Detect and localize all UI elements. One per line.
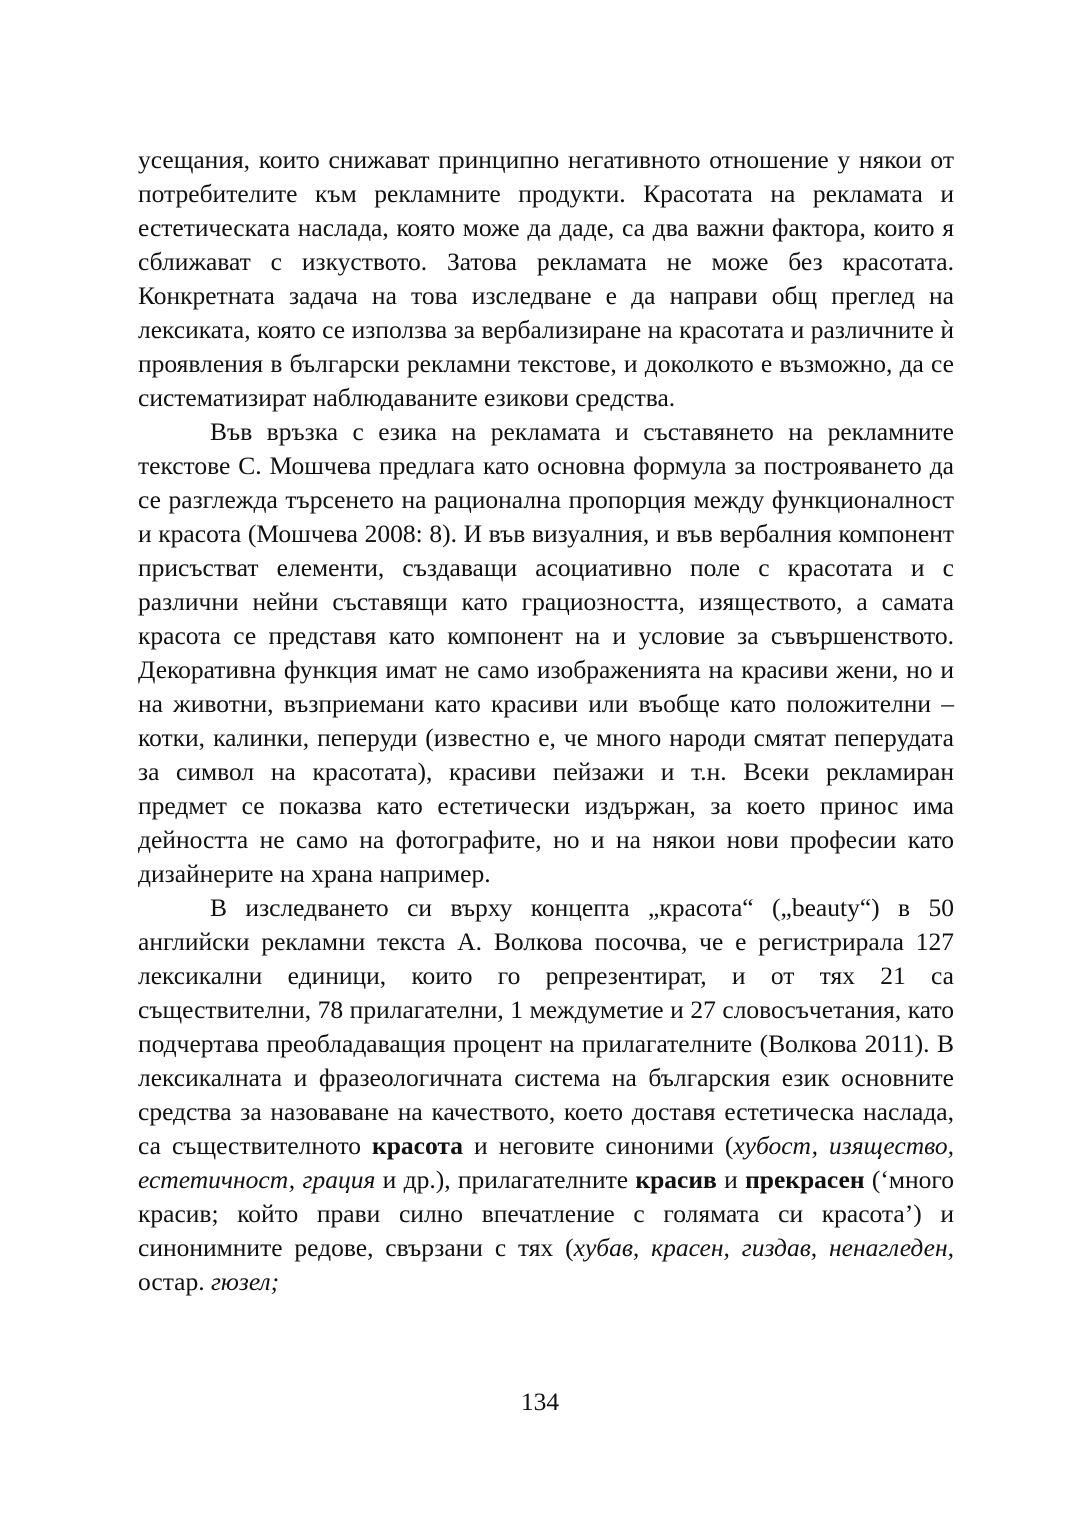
p3-text-2: и неговите синоними (	[474, 1131, 734, 1160]
synonyms-list-2: хубав, красен, гиздав, ненагледен,	[573, 1233, 954, 1262]
body-text	[138, 143, 954, 1299]
synonym-gyuzel: гюзел;	[210, 1267, 280, 1296]
paragraph-2: Във връзка с езика на рекламата и съставянето на рекламните текстове С. Мошчева предлага като основна формула за построяването да се разглежда търсенето на рационална пропорция между функционалност и красота (Мошчева 2008: 8). И във визуалния, и във вербалния компонент присъстват елементи, създаващи асоциативно поле с красотата и с различни нейни съставящи като грациозността, изяществото, а самата красота се представя като компонент на и условие за съвършенството. Декоративна функция имат не само изображенията на красиви жени, но и на животни, възприемани като красиви или въобще като положителни – котки, калинки, пеперуди (известно е, че много народи смятат пеперудата за символ на красотата), красиви пейзажи и т.н. Всеки рекламиран предмет се показва като естетически издържан, за което принос има дейността не само на фотографите, но и на някои нови професии като дизайнерите на храна например.	[138, 417, 954, 888]
synonyms-list-1: хубост, изящество, естетичност, грация	[138, 1131, 955, 1194]
p3-text-4: и	[724, 1165, 738, 1194]
p3-text-1: В изследването си върху концепта „красота“ („beauty“) в 50 английски рекламни текста А. Волкова посочва, че е регистрирала 127 лексикални единици, които го репрезентират, и от тях 21 са съществителни, 78 прилагателни, 1 междуметие и 27 словосъчетания, като подчертава преобладаващия процент на прилагателните (Волкова 2011). В лексикалната и фразеологичната система на българския език основните средства за назоваване на качеството, което доставя естетическа наслада, са съществителното	[138, 893, 954, 1160]
p3-text-5: (‘много красив; който прави силно впечатление с голямата си красота’) и синонимните редове, свързани с тях (	[138, 1165, 954, 1262]
term-krasiv: красив	[635, 1165, 717, 1194]
p3-text-6: остар.	[138, 1267, 205, 1296]
page-number: 134	[520, 1387, 560, 1416]
paragraph-1: усещания, които снижават принципно негативното отношение у някои от потребителите към рекламните продукти. Красотата на рекламата и естетическата наслада, която може да даде, са два важни фактора, които я сближават с изкуството. Затова рекламата не може без красотата. Конкретната задача на това изследване е да направи общ преглед на лексиката, която се използва за вербализиране на красотата и различните ѝ проявления в български рекламни текстове, и доколкото е възможно, да се систематизират наблюдаваните езикови средства.	[138, 145, 954, 412]
term-prekrasen: прекрасен	[745, 1165, 865, 1194]
term-krasota: красота	[372, 1131, 463, 1160]
p3-text-3: и др.), прилагателните	[382, 1165, 629, 1194]
paragraph-3	[138, 891, 954, 1299]
